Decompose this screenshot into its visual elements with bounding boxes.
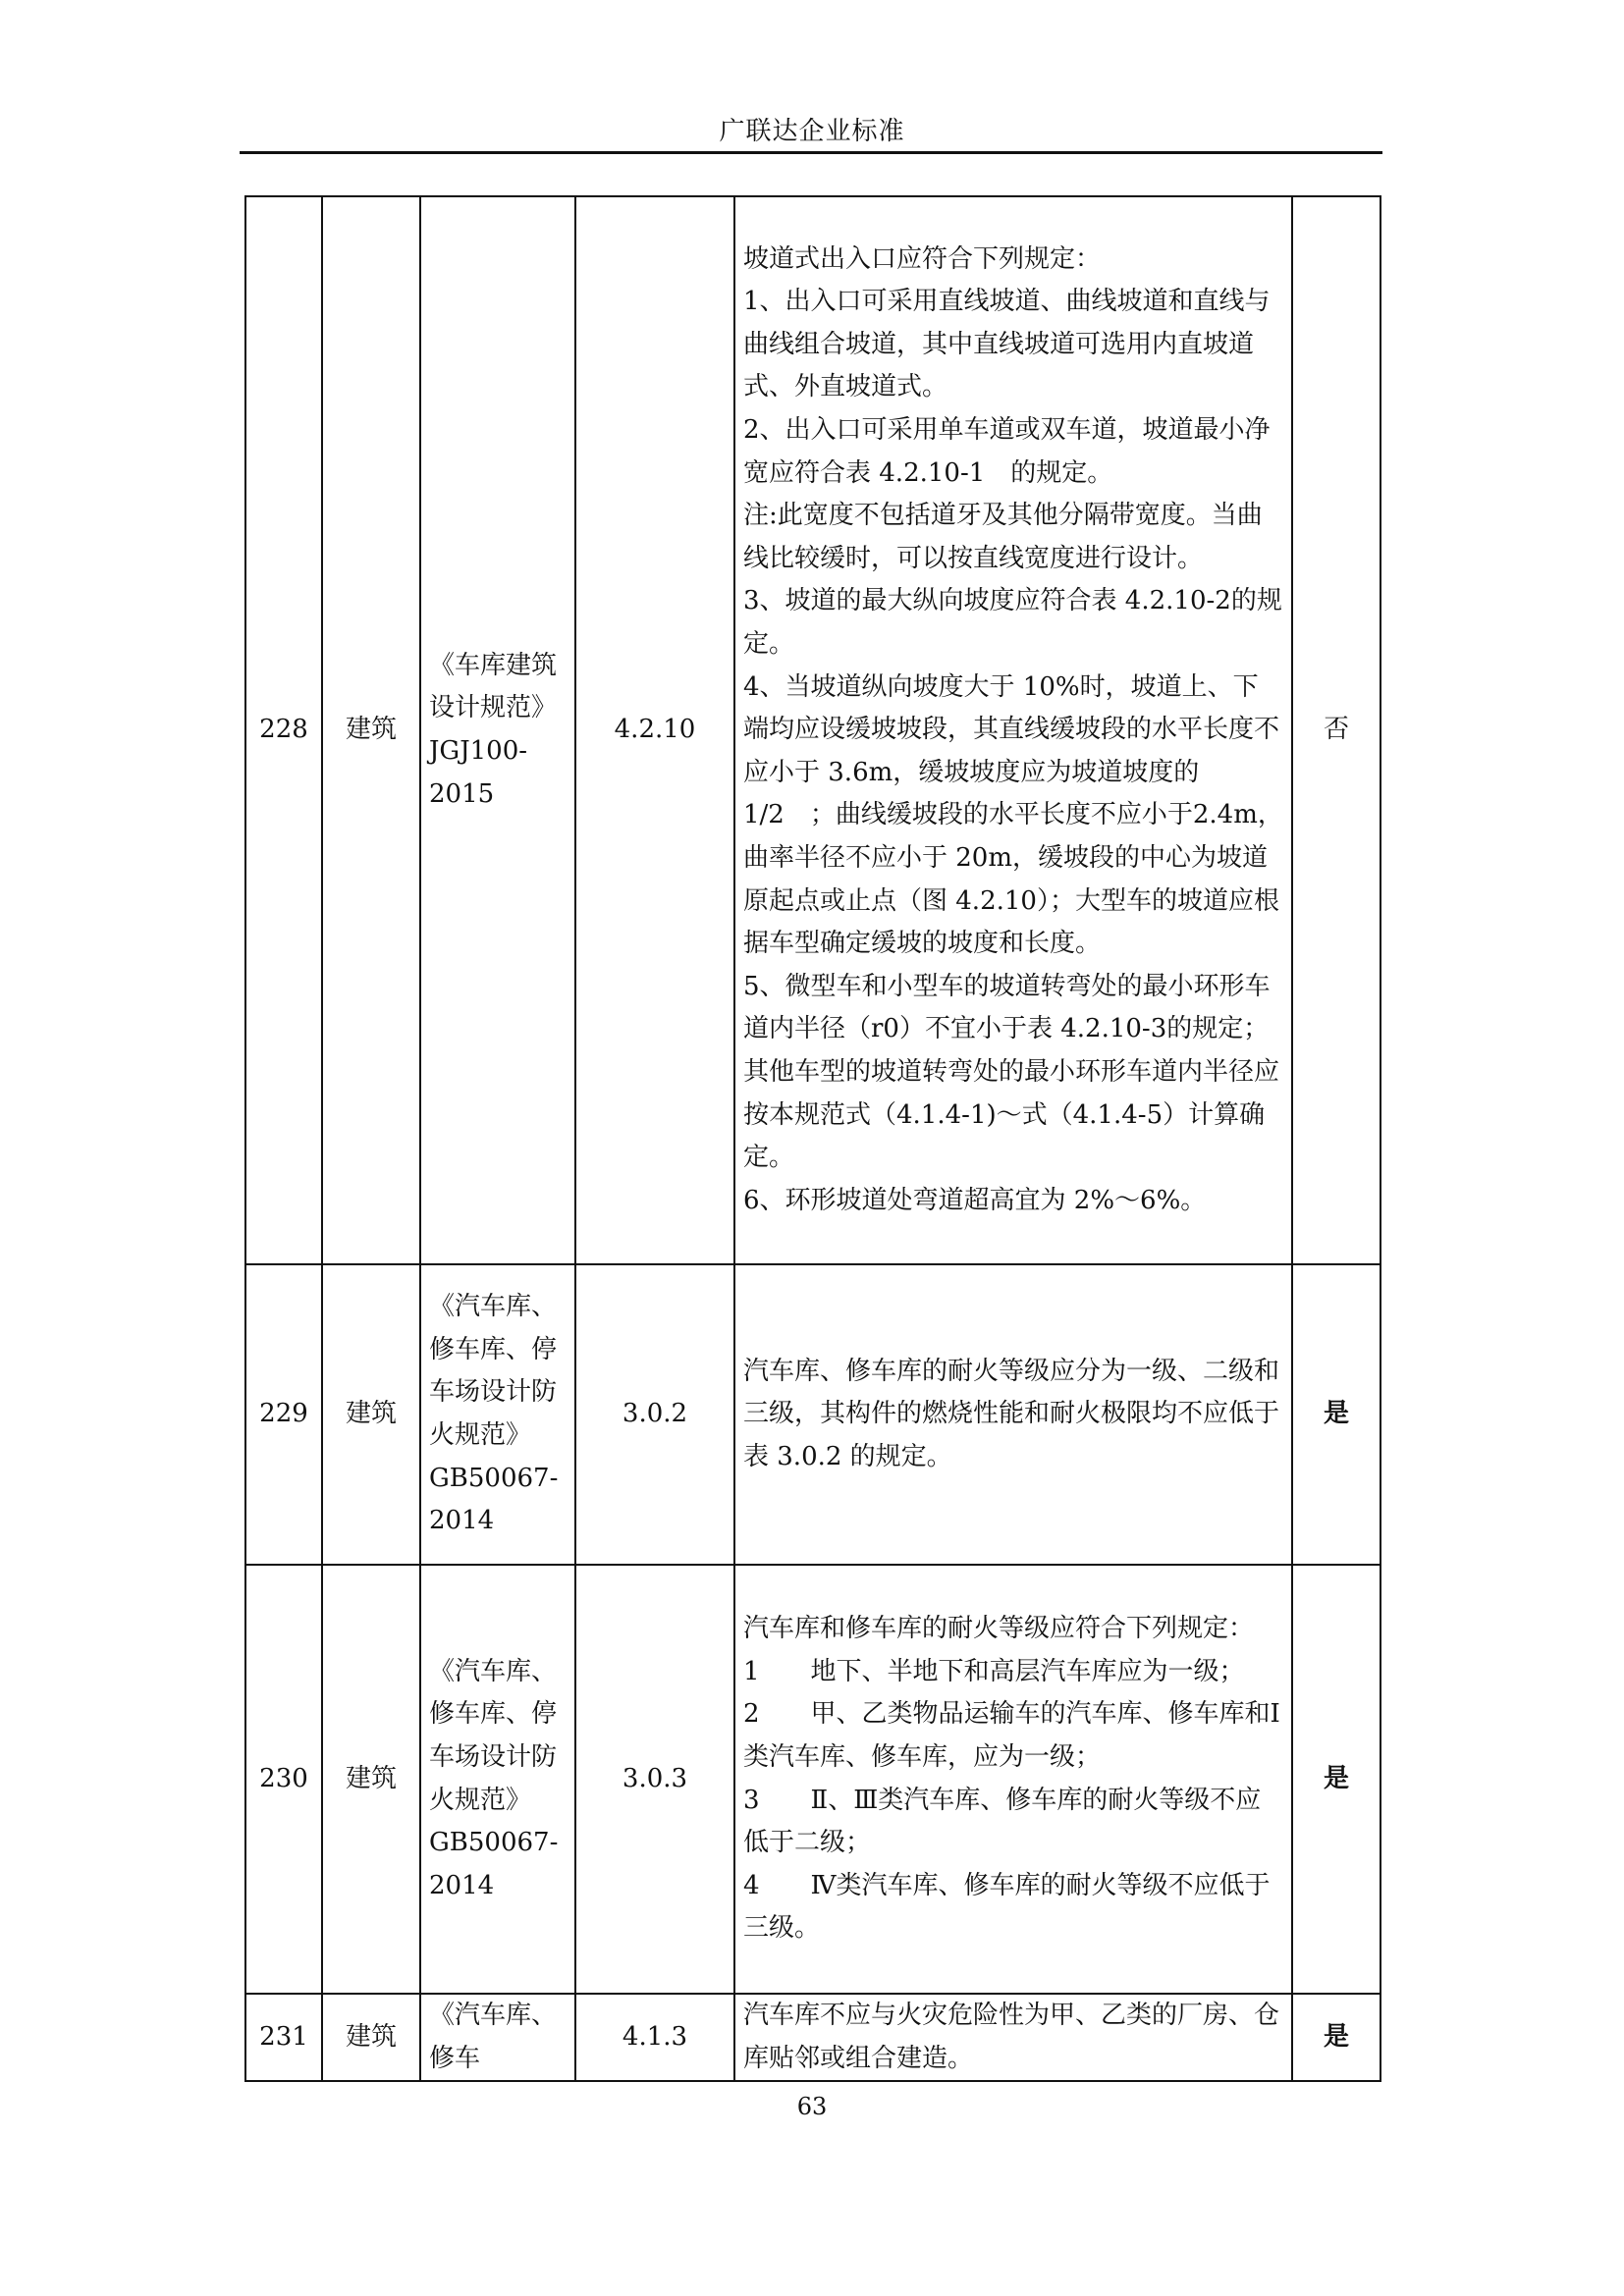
page-number: 63 (796, 2093, 828, 2120)
row-standard: 《汽车库、修车库、停车场设计防火规范》GB50067-2014 (420, 1565, 575, 1994)
content-line: 5、微型车和小型车的坡道转弯处的最小环形车道内半径（r0）不宜小于表 4.2.10-3的规定；其他车型的坡道转弯处的最小环形车道内半径应按本规范式（4.1.4-1)～式（4.1.4-5）计算确定。 (743, 971, 1280, 1173)
standards-table (244, 195, 1381, 2082)
content-line: 3、坡道的最大纵向坡度应符合表 4.2.10-2的规定。 (743, 586, 1282, 660)
document-header-title: 广联达企业标准 (719, 117, 905, 146)
content-line: 注:此宽度不包括道牙及其他分隔带宽度。当曲线比较缓时，可以按直线宽度进行设计。 (743, 501, 1263, 573)
row-number: 228 (245, 196, 322, 1264)
content-line: 1、出入口可采用直线坡道、曲线坡道和直线与曲线组合坡道，其中直线坡道可选用内直坡道式、外直坡道式。 (743, 287, 1271, 402)
row-number: 230 (245, 1565, 322, 1994)
row-number: 231 (245, 1994, 322, 2081)
content-line: 汽车库不应与火灾危险性为甲、乙类的厂房、仓库贴邻或组合建造。 (743, 2001, 1280, 2073)
row-category: 建筑 (322, 1565, 420, 1994)
content-line: 1 地下、半地下和高层汽车库应为一级； (743, 1656, 1245, 1686)
content-line: 坡道式出入口应符合下列规定： (743, 243, 1102, 274)
row-clause: 3.0.2 (575, 1264, 734, 1565)
row-standard: 《汽车库、修车库、停车场设计防火规范》GB50067-2014 (420, 1264, 575, 1565)
content-line: 6、环形坡道处弯道超高宜为 2%～6%。 (743, 1185, 1207, 1215)
content-line: 2、出入口可采用单车道或双车道，坡道最小净宽应符合表 4.2.10-1 的规定。 (743, 415, 1271, 488)
content-line: 汽车库和修车库的耐火等级应符合下列规定： (743, 1614, 1255, 1644)
header-rule (240, 151, 1382, 154)
table-row (245, 1994, 1380, 2081)
row-mandatory-flag: 是 (1292, 1264, 1380, 1565)
row-standard: 《车库建筑设计规范》JGJ100-2015 (420, 196, 575, 1264)
row-mandatory-flag: 是 (1292, 1994, 1380, 2081)
row-mandatory-flag: 否 (1292, 196, 1380, 1264)
row-number: 229 (245, 1264, 322, 1565)
row-clause: 3.0.3 (575, 1565, 734, 1994)
row-category: 建筑 (322, 196, 420, 1264)
row-content (734, 1994, 1292, 2081)
row-standard: 《汽车库、修车 (420, 1994, 575, 2081)
table-row (245, 1264, 1380, 1565)
content-line: 4 Ⅳ类汽车库、修车库的耐火等级不应低于三级。 (743, 1870, 1271, 1944)
row-category: 建筑 (322, 1994, 420, 2081)
row-clause: 4.2.10 (575, 196, 734, 1264)
row-category: 建筑 (322, 1264, 420, 1565)
row-clause: 4.1.3 (575, 1994, 734, 2081)
content-line: 汽车库、修车库的耐火等级应分为一级、二级和三级，其构件的燃烧性能和耐火极限均不应低于表 3.0.2 的规定。 (743, 1356, 1280, 1471)
table-row (245, 1565, 1380, 1994)
row-content (734, 1565, 1292, 1994)
row-content (734, 196, 1292, 1264)
content-line: 3 Ⅱ、Ⅲ类汽车库、修车库的耐火等级不应低于二级； (743, 1785, 1262, 1858)
row-mandatory-flag: 是 (1292, 1565, 1380, 1994)
content-line: 2 甲、乙类物品运输车的汽车库、修车库和Ⅰ类汽车库、修车库，应为一级； (743, 1699, 1280, 1772)
row-content (734, 1264, 1292, 1565)
table-row (245, 196, 1380, 1264)
content-line: 4、当坡道纵向坡度大于 10%时，坡道上、下端均应设缓坡坡段，其直线缓坡段的水平长度不应小于 3.6m，缓坡坡度应为坡道坡度的 1/2 ；曲线缓坡段的水平长度不应小于2.4m，曲率半径不应小于 20m，缓坡段的中心为坡道原起点或止点（图 4.2.10）；大型车的坡道应根据车型确定缓坡的坡度和长度。 (743, 671, 1283, 959)
